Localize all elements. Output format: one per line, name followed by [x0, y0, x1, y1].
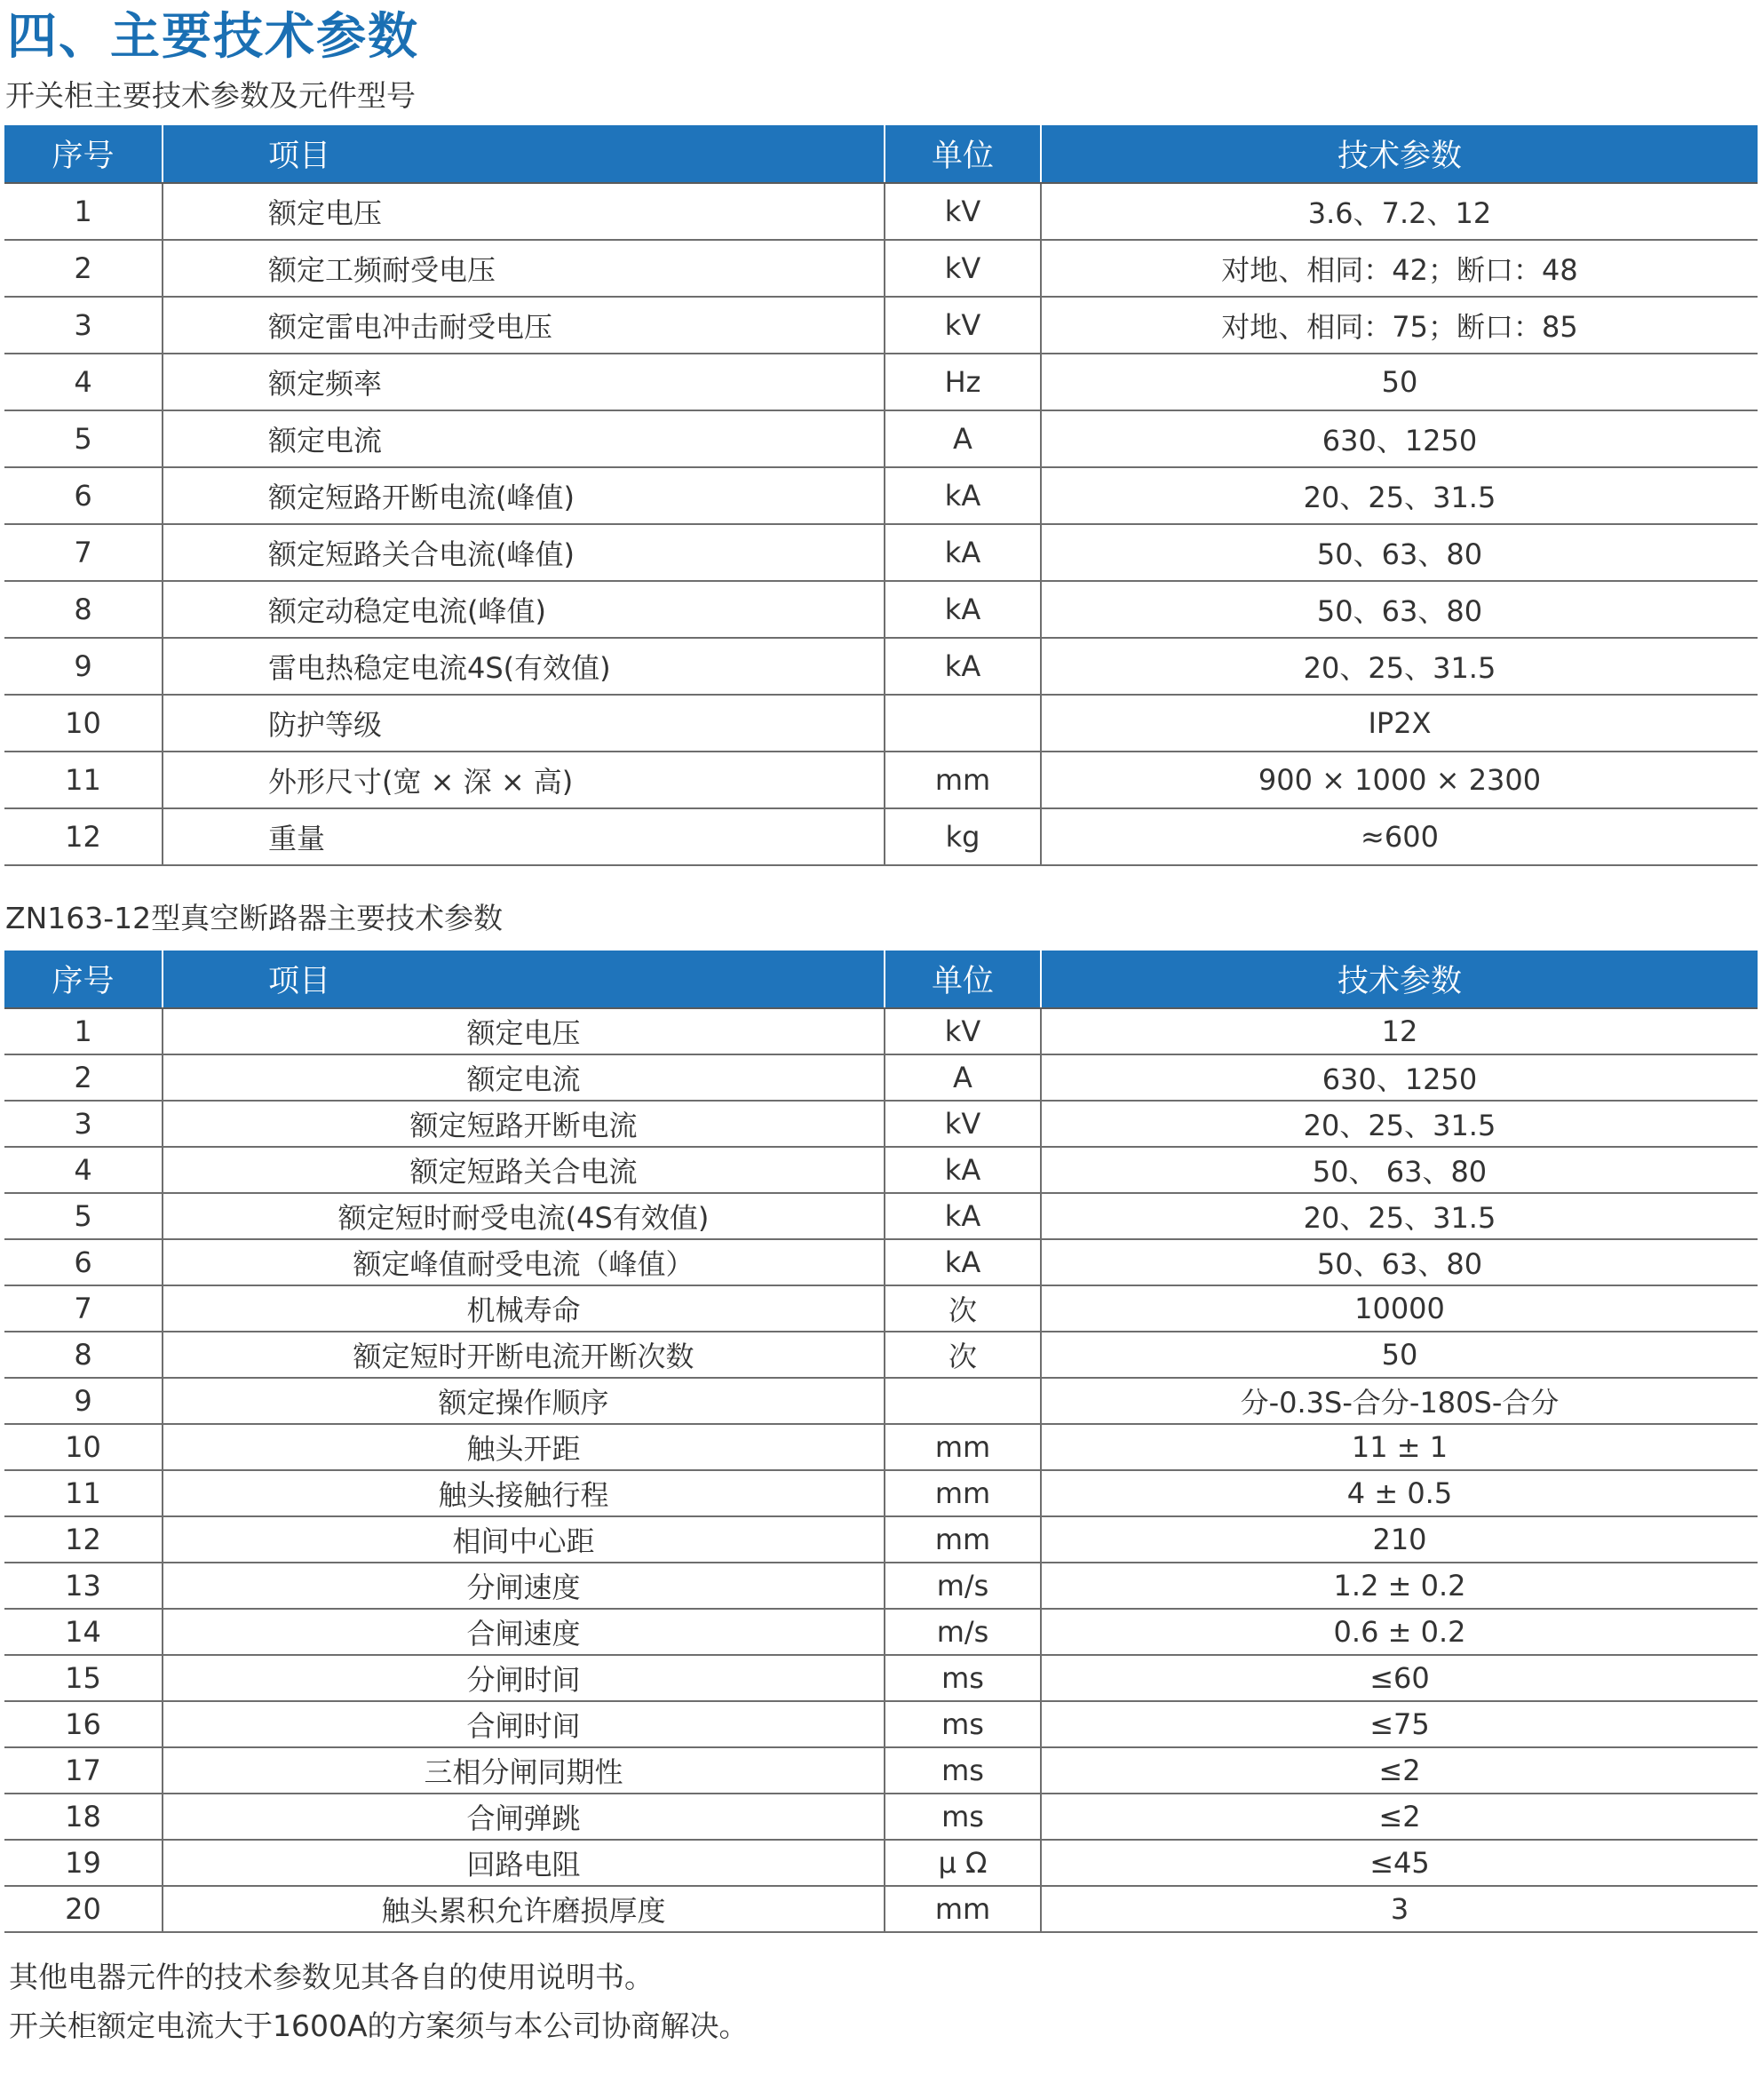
cell-value: ≤75	[1041, 1701, 1758, 1747]
table-row	[4, 695, 1758, 752]
cell-item: 额定雷电冲击耐受电压	[163, 297, 885, 354]
cell-item: 额定电压	[163, 1008, 885, 1054]
cell-value: ≤2	[1041, 1747, 1758, 1794]
table-row	[4, 1609, 1758, 1655]
header-item: 项目	[163, 951, 885, 1008]
cell-no: 5	[4, 410, 163, 467]
cell-no: 5	[4, 1193, 163, 1239]
cell-unit: m/s	[885, 1609, 1041, 1655]
table-row	[4, 1886, 1758, 1932]
cell-item: 分闸时间	[163, 1655, 885, 1701]
cell-no: 20	[4, 1886, 163, 1932]
cell-item: 机械寿命	[163, 1285, 885, 1332]
cell-unit	[885, 1378, 1041, 1424]
cell-value: 3.6、7.2、12	[1041, 183, 1758, 240]
table-row	[4, 467, 1758, 524]
cell-unit: ms	[885, 1701, 1041, 1747]
table-row	[4, 1840, 1758, 1886]
cell-no: 15	[4, 1655, 163, 1701]
cell-no: 10	[4, 1424, 163, 1470]
cell-value: ≈600	[1041, 808, 1758, 865]
cell-item: 额定电流	[163, 410, 885, 467]
page-title: 四、主要技术参数	[7, 8, 419, 66]
cell-item: 额定短路开断电流	[163, 1101, 885, 1147]
table-row	[4, 1285, 1758, 1332]
cell-unit: mm	[885, 1886, 1041, 1932]
cell-value: 12	[1041, 1008, 1758, 1054]
cell-no: 3	[4, 1101, 163, 1147]
table-row	[4, 240, 1758, 297]
cell-no: 14	[4, 1609, 163, 1655]
switchgear-parameters-table	[4, 125, 1758, 866]
cell-unit: A	[885, 410, 1041, 467]
cell-value: 50、 63、80	[1041, 1147, 1758, 1193]
table-row	[4, 1378, 1758, 1424]
cell-no: 2	[4, 240, 163, 297]
cell-item: 额定短路关合电流	[163, 1147, 885, 1193]
cell-item: 相间中心距	[163, 1516, 885, 1563]
table-row	[4, 354, 1758, 410]
cell-value: 对地、相同：42；断口：48	[1041, 240, 1758, 297]
cell-unit: ms	[885, 1655, 1041, 1701]
cell-value: 50、63、80	[1041, 1239, 1758, 1285]
cell-no: 7	[4, 524, 163, 581]
cell-value: 3	[1041, 1886, 1758, 1932]
cell-unit: Hz	[885, 354, 1041, 410]
cell-no: 19	[4, 1840, 163, 1886]
cell-value: 20、25、31.5	[1041, 1101, 1758, 1147]
cell-item: 防护等级	[163, 695, 885, 752]
cell-unit: mm	[885, 1470, 1041, 1516]
cell-item: 触头累积允许磨损厚度	[163, 1886, 885, 1932]
table-body	[4, 1008, 1758, 1932]
table-row	[4, 1563, 1758, 1609]
table-row	[4, 1008, 1758, 1054]
cell-unit: m/s	[885, 1563, 1041, 1609]
table-row	[4, 1147, 1758, 1193]
cell-item: 重量	[163, 808, 885, 865]
cell-unit: kA	[885, 1193, 1041, 1239]
cell-value: ≤60	[1041, 1655, 1758, 1701]
cell-item: 合闸速度	[163, 1609, 885, 1655]
table-row	[4, 524, 1758, 581]
cell-no: 4	[4, 1147, 163, 1193]
cell-item: 合闸弹跳	[163, 1794, 885, 1840]
cell-unit: A	[885, 1054, 1041, 1101]
cell-item: 三相分闸同期性	[163, 1747, 885, 1794]
cell-unit: 次	[885, 1332, 1041, 1378]
table-row	[4, 1054, 1758, 1101]
cell-unit	[885, 695, 1041, 752]
cell-no: 18	[4, 1794, 163, 1840]
cell-value: ≤2	[1041, 1794, 1758, 1840]
table-row	[4, 1470, 1758, 1516]
header-value: 技术参数	[1041, 125, 1758, 183]
cell-unit: ms	[885, 1747, 1041, 1794]
cell-value: 10000	[1041, 1285, 1758, 1332]
cell-no: 7	[4, 1285, 163, 1332]
cell-no: 3	[4, 297, 163, 354]
table-row	[4, 638, 1758, 695]
cell-item: 额定短路关合电流(峰值)	[163, 524, 885, 581]
cell-item: 触头接触行程	[163, 1470, 885, 1516]
cell-unit: mm	[885, 1424, 1041, 1470]
cell-no: 9	[4, 1378, 163, 1424]
table-header-row	[4, 125, 1758, 183]
breaker-parameters-table	[4, 951, 1758, 1933]
cell-value: 对地、相同：75；断口：85	[1041, 297, 1758, 354]
table-row	[4, 1516, 1758, 1563]
cell-unit: ms	[885, 1794, 1041, 1840]
cell-value: 50	[1041, 1332, 1758, 1378]
section-2-label: ZN163-12型真空断路器主要技术参数	[5, 901, 504, 935]
cell-value: 20、25、31.5	[1041, 638, 1758, 695]
cell-item: 回路电阻	[163, 1840, 885, 1886]
cell-value: 20、25、31.5	[1041, 467, 1758, 524]
cell-value: 分-0.3S-合分-180S-合分	[1041, 1378, 1758, 1424]
table-row	[4, 297, 1758, 354]
cell-unit: kA	[885, 467, 1041, 524]
cell-item: 额定电流	[163, 1054, 885, 1101]
cell-item: 触头开距	[163, 1424, 885, 1470]
cell-item: 额定动稳定电流(峰值)	[163, 581, 885, 638]
cell-value: ≤45	[1041, 1840, 1758, 1886]
table-row	[4, 1794, 1758, 1840]
cell-unit: mm	[885, 1516, 1041, 1563]
cell-item: 额定峰值耐受电流（峰值）	[163, 1239, 885, 1285]
cell-item: 合闸时间	[163, 1701, 885, 1747]
table-row	[4, 1655, 1758, 1701]
cell-no: 6	[4, 1239, 163, 1285]
cell-value: 630、1250	[1041, 410, 1758, 467]
cell-item: 额定电压	[163, 183, 885, 240]
table-row	[4, 1193, 1758, 1239]
cell-unit: kA	[885, 638, 1041, 695]
table-row	[4, 1101, 1758, 1147]
cell-no: 12	[4, 1516, 163, 1563]
cell-no: 16	[4, 1701, 163, 1747]
table-row	[4, 1747, 1758, 1794]
header-no: 序号	[4, 951, 163, 1008]
cell-unit: 次	[885, 1285, 1041, 1332]
cell-value: 210	[1041, 1516, 1758, 1563]
table-row	[4, 410, 1758, 467]
cell-no: 17	[4, 1747, 163, 1794]
cell-value: 11 ± 1	[1041, 1424, 1758, 1470]
cell-item: 分闸速度	[163, 1563, 885, 1609]
cell-no: 11	[4, 752, 163, 808]
header-value: 技术参数	[1041, 951, 1758, 1008]
cell-item: 雷电热稳定电流4S(有效值)	[163, 638, 885, 695]
cell-no: 1	[4, 183, 163, 240]
cell-unit: kV	[885, 183, 1041, 240]
table-row	[4, 581, 1758, 638]
cell-value: 20、25、31.5	[1041, 1193, 1758, 1239]
cell-unit: kV	[885, 240, 1041, 297]
table-row	[4, 808, 1758, 865]
cell-unit: kV	[885, 1008, 1041, 1054]
cell-no: 10	[4, 695, 163, 752]
cell-value: 630、1250	[1041, 1054, 1758, 1101]
cell-unit: kA	[885, 1147, 1041, 1193]
table-row	[4, 1332, 1758, 1378]
table-body	[4, 183, 1758, 865]
header-no: 序号	[4, 125, 163, 183]
cell-no: 6	[4, 467, 163, 524]
cell-item: 额定短时耐受电流(4S有效值)	[163, 1193, 885, 1239]
cell-unit: μ Ω	[885, 1840, 1041, 1886]
cell-value: IP2X	[1041, 695, 1758, 752]
table-header-row	[4, 951, 1758, 1008]
cell-unit: kg	[885, 808, 1041, 865]
section-1-label: 开关柜主要技术参数及元件型号	[5, 78, 416, 113]
cell-unit: kV	[885, 297, 1041, 354]
cell-no: 9	[4, 638, 163, 695]
header-item: 项目	[163, 125, 885, 183]
cell-value: 900 × 1000 × 2300	[1041, 752, 1758, 808]
header-unit: 单位	[885, 951, 1041, 1008]
cell-no: 2	[4, 1054, 163, 1101]
header-unit: 单位	[885, 125, 1041, 183]
cell-unit: kA	[885, 524, 1041, 581]
footnote-1: 其他电器元件的技术参数见其各自的使用说明书。	[9, 1960, 654, 1994]
table-row	[4, 1239, 1758, 1285]
cell-item: 额定短时开断电流开断次数	[163, 1332, 885, 1378]
cell-value: 1.2 ± 0.2	[1041, 1563, 1758, 1609]
cell-no: 8	[4, 1332, 163, 1378]
cell-value: 50	[1041, 354, 1758, 410]
footnote-2: 开关柜额定电流大于1600A的方案须与本公司协商解决。	[9, 2009, 749, 2043]
cell-no: 11	[4, 1470, 163, 1516]
cell-no: 8	[4, 581, 163, 638]
cell-no: 13	[4, 1563, 163, 1609]
cell-no: 12	[4, 808, 163, 865]
cell-item: 额定操作顺序	[163, 1378, 885, 1424]
cell-unit: kA	[885, 581, 1041, 638]
cell-item: 外形尺寸(宽 × 深 × 高)	[163, 752, 885, 808]
cell-unit: kA	[885, 1239, 1041, 1285]
table-row	[4, 752, 1758, 808]
table-row	[4, 183, 1758, 240]
cell-item: 额定频率	[163, 354, 885, 410]
table-row	[4, 1701, 1758, 1747]
cell-item: 额定工频耐受电压	[163, 240, 885, 297]
cell-no: 1	[4, 1008, 163, 1054]
cell-unit: kV	[885, 1101, 1041, 1147]
table-row	[4, 1424, 1758, 1470]
cell-value: 0.6 ± 0.2	[1041, 1609, 1758, 1655]
cell-value: 50、63、80	[1041, 581, 1758, 638]
cell-item: 额定短路开断电流(峰值)	[163, 467, 885, 524]
cell-value: 4 ± 0.5	[1041, 1470, 1758, 1516]
cell-no: 4	[4, 354, 163, 410]
cell-value: 50、63、80	[1041, 524, 1758, 581]
cell-unit: mm	[885, 752, 1041, 808]
